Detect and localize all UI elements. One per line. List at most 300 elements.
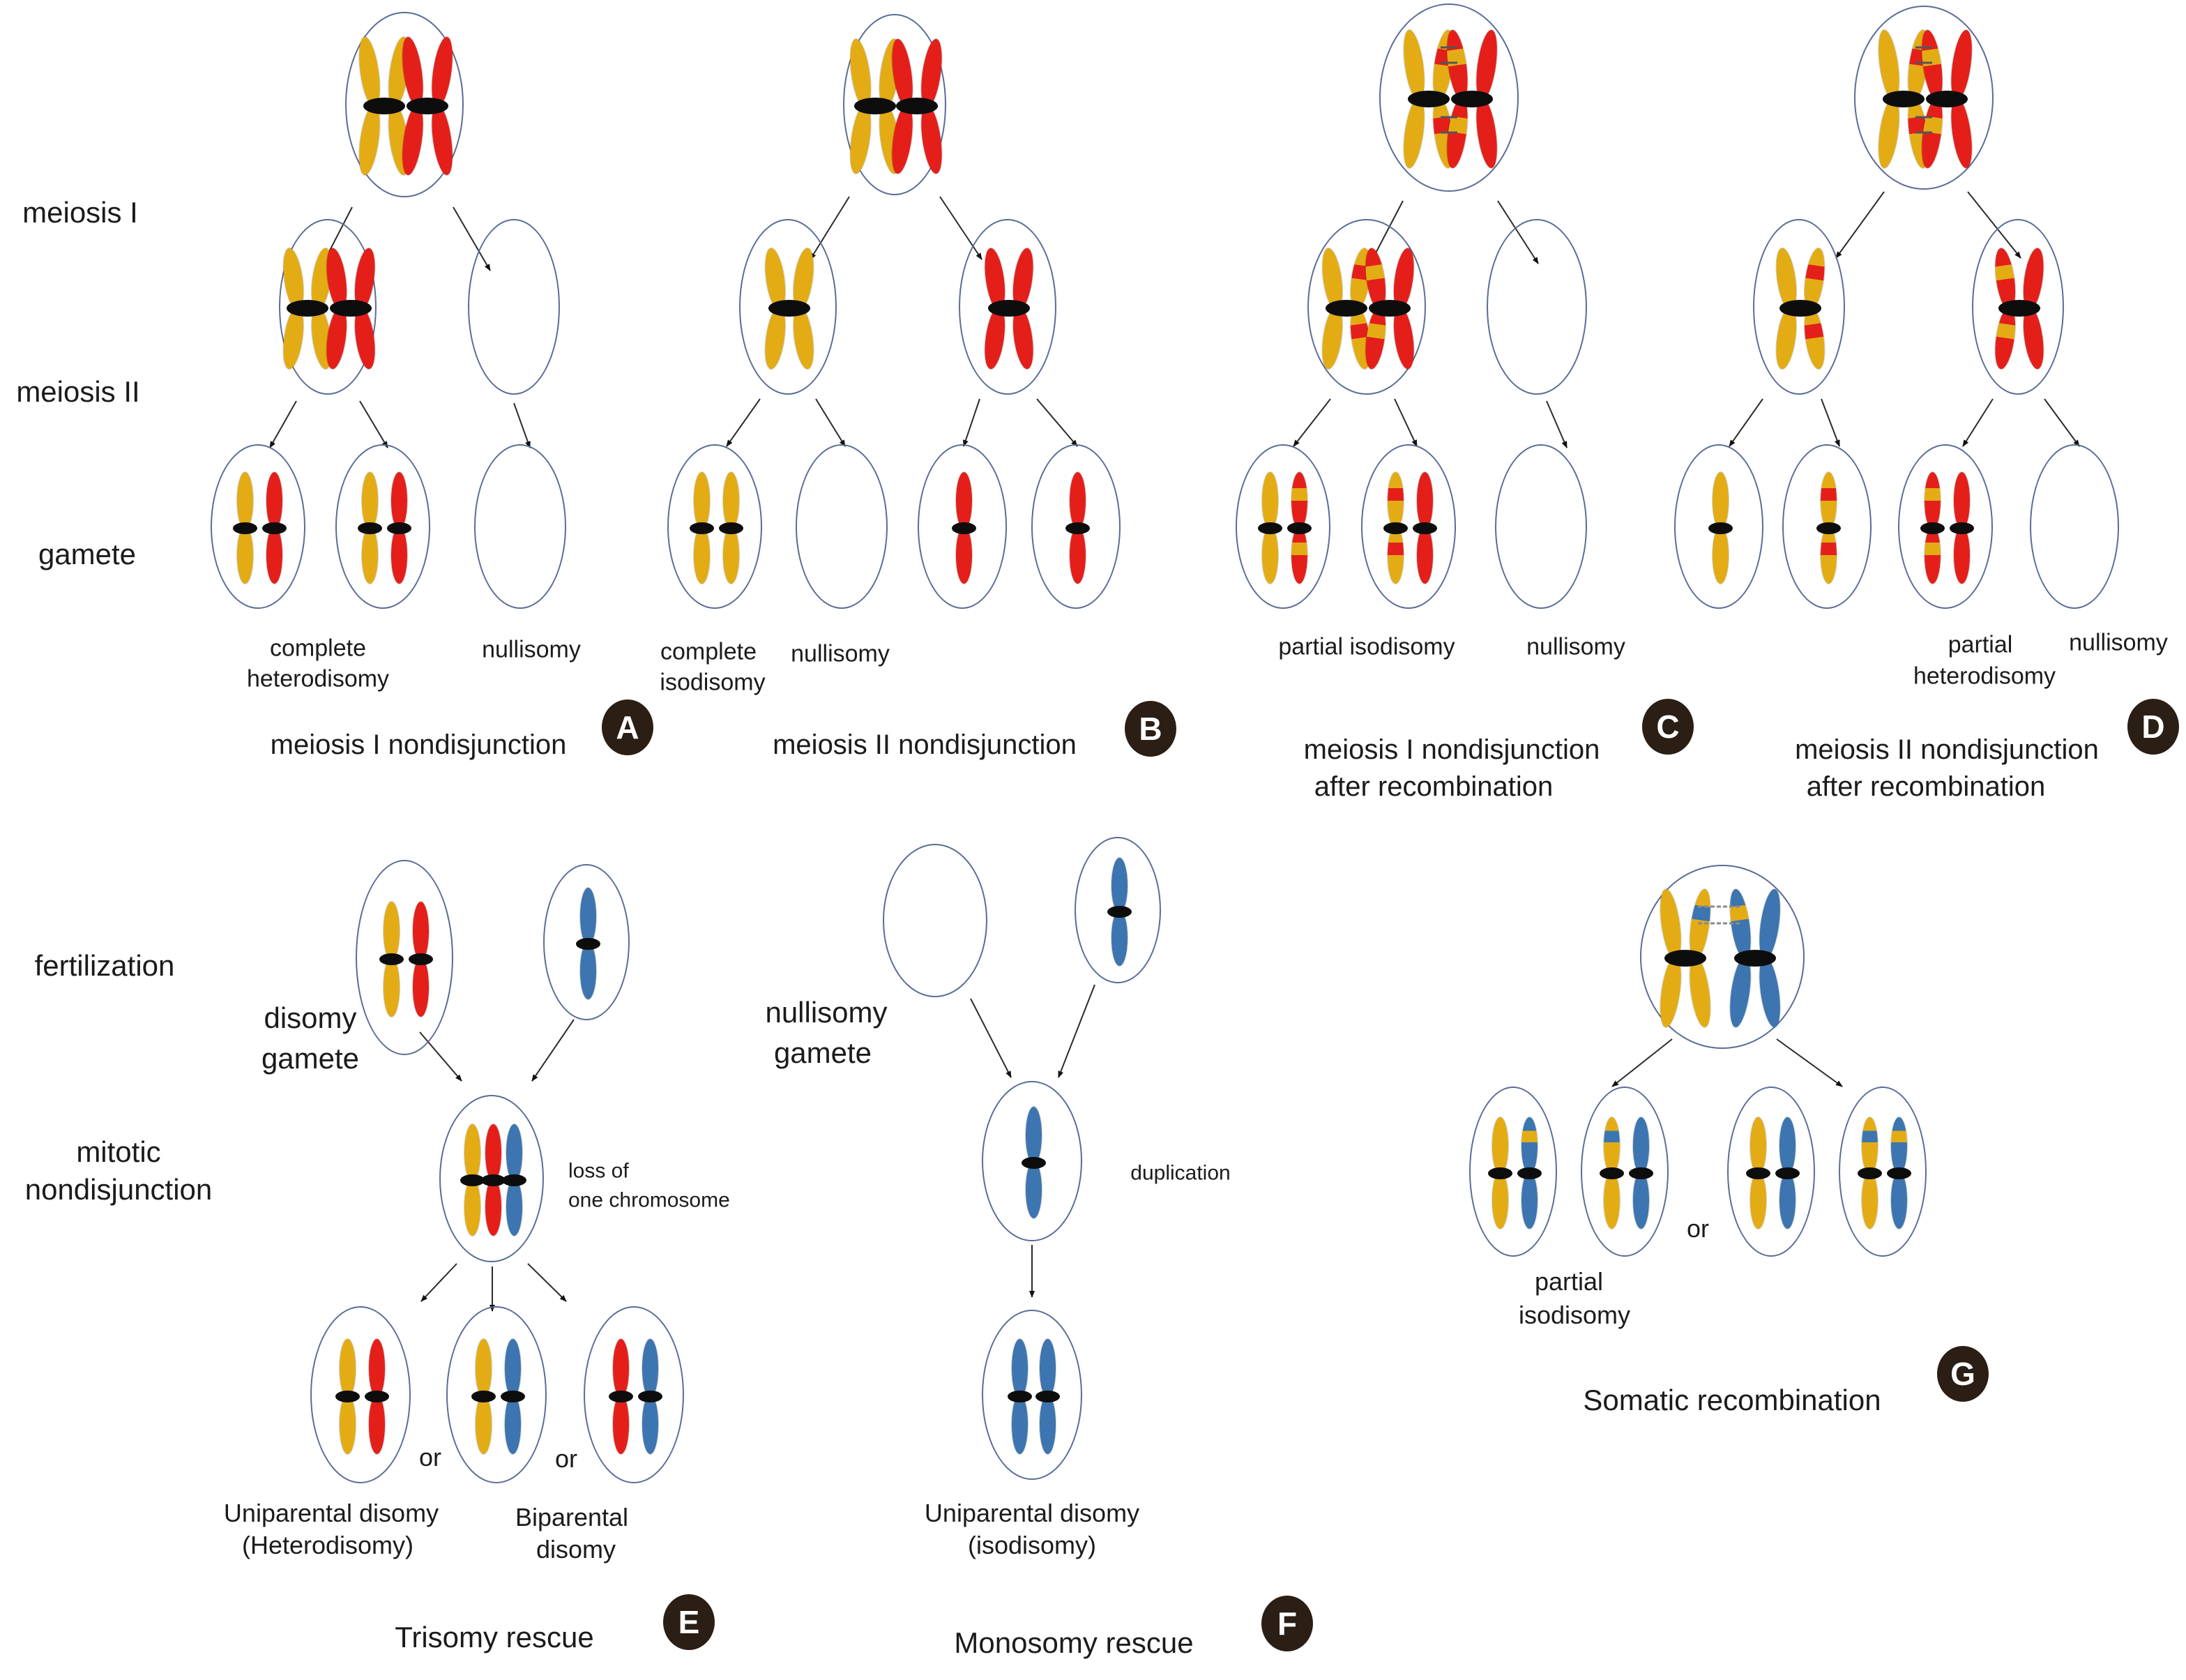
label-b-nullisomy: nullisomy [791,640,890,667]
chromosome-pair [898,38,936,174]
chromosome-single-chromatid [413,902,429,1017]
crossover-tick [1441,62,1457,64]
cell-e-trisomy [439,1095,544,1262]
chromatid-lower-arm [1779,1172,1796,1229]
flow-arrow [528,1264,566,1301]
chromatid-upper-arm [580,888,596,945]
flow-arrow [1963,399,1993,446]
cell-d-g-4 [2030,444,2119,609]
label-a-complete: complete [270,635,366,662]
centromere [330,300,372,317]
label-title-d-2: after recombination [1806,771,2046,802]
chromosome-pair [1453,29,1491,169]
chromatid-upper-arm [266,472,282,529]
panel-badge-f: F [1261,1596,1313,1651]
label-row-nondisjunction: nondisjunction [24,1172,213,1206]
label-title-e: Trisomy rescue [395,1620,594,1653]
cell-c-top [1379,3,1519,192]
label-g-partial: partial [1534,1267,1604,1296]
chromatid-upper-arm [1633,1117,1649,1174]
panel-badge-c: C [1642,699,1694,755]
cell-b-g-2 [796,444,888,609]
label-b-isodisomy: isodisomy [660,669,766,696]
chromatid-lower-arm [384,958,400,1017]
cell-a-g-1 [211,444,305,609]
centromere [1920,522,1945,534]
centromere [1816,522,1841,534]
chromosome-single-chromatid [1925,472,1941,584]
chromosome-single-chromatid [613,1339,629,1454]
chromosome-single-chromatid [956,472,972,584]
chromatid-upper-arm [1891,1117,1907,1174]
chromatid-lower-arm [1012,1395,1028,1454]
chromatid-lower-arm [1713,527,1729,584]
chromatid-lower-arm [1862,1172,1878,1229]
chromatid-lower-arm [1875,96,1903,169]
chromatid-upper-arm [476,1339,492,1398]
chromatid-upper-arm [694,472,710,529]
chromatid-lower-arm [1040,1395,1056,1454]
chromosome-pair [1885,29,1922,169]
centromere [1887,1167,1911,1179]
label-d-nullisomy: nullisomy [2069,629,2168,656]
chromosome-pair [1328,248,1365,370]
cell-f-isodisomy [982,1310,1082,1480]
chromosome-single-chromatid [464,1124,480,1236]
cell-c-g-3 [1495,444,1587,609]
chromatid-lower-arm [340,1395,356,1454]
flow-arrow [1612,1039,1672,1087]
centromere [719,522,743,534]
chromatid-upper-arm [384,902,400,961]
panel-badge-a: A [602,699,653,755]
chromatid-upper-arm [613,1339,629,1398]
chromosome-single-chromatid [362,472,378,584]
label-title-c-2: after recombination [1314,771,1554,802]
chromatid-lower-arm [1473,96,1501,169]
centromere [1858,1167,1882,1179]
label-title-g: Somatic recombination [1583,1383,1881,1416]
chromatid-lower-arm [1633,1172,1649,1229]
chromatid-lower-arm [391,527,407,584]
cell-e-out-2 [446,1306,547,1483]
cell-e-out-1 [310,1306,411,1483]
chromosome-pair [771,248,808,370]
chromatid-lower-arm [266,527,282,584]
chromatid-lower-arm [1925,527,1941,584]
chromatid-upper-arm [1291,472,1307,529]
cell-e-gamete-disomy [356,860,453,1055]
cell-g-out-3 [1727,1087,1815,1257]
centromere [576,938,600,950]
chromatid-lower-arm [1750,1172,1766,1229]
centromere [1107,906,1132,918]
chromatid-lower-arm [356,103,384,176]
cell-d-top [1854,6,1994,190]
chromatid-upper-arm [1713,472,1729,529]
chromatid-upper-arm [506,1124,522,1181]
chromosome-single-chromatid [1713,472,1729,584]
centromere [363,98,405,114]
cell-f-empty [883,844,987,997]
label-e-disomy: disomy [264,1001,357,1034]
centromere [379,953,404,965]
label-d-heterodisomy: heterodisomy [1913,663,2056,690]
centromere [1775,1167,1800,1179]
centromere [1065,522,1090,534]
chromosome-single-chromatid [237,472,253,584]
chromatid-upper-arm [1111,858,1128,914]
chromosome-single-chromatid [391,472,407,584]
chromatid-lower-arm [580,942,596,999]
chromosome-single-chromatid [1492,1117,1508,1229]
cell-c-mi-2 [1487,219,1587,395]
chromosome-single-chromatid [384,902,400,1017]
chromosome-pair [409,36,446,176]
cell-d-mi-2 [1972,219,2064,395]
cell-d-g-2 [1782,444,1872,609]
cell-a-g-2 [335,444,430,609]
chromatid-lower-arm [506,1179,522,1236]
centromere [690,522,714,534]
label-f-upd-2: (isodisomy) [967,1531,1097,1560]
chromatid-upper-arm [956,472,972,529]
chromatid-lower-arm [1262,527,1278,584]
chromosome-pair [2001,248,2038,370]
cell-c-mi-1 [1307,219,1426,395]
chromatid-lower-arm [1026,1161,1042,1218]
cell-a-top [345,12,464,197]
chromatid-upper-arm [413,902,429,961]
chromatid-upper-arm [1388,472,1404,529]
centromere [609,1391,633,1402]
chromatid-upper-arm [723,472,739,529]
centromere [1779,300,1821,317]
chromatid-upper-arm [1604,1117,1620,1174]
cell-c-g-1 [1236,444,1330,609]
centromere [1383,522,1408,534]
chromatid-upper-arm [1262,472,1278,529]
label-title-d-1: meiosis II nondisjunction [1795,734,2099,765]
centromere [854,98,896,114]
centromere [1600,1167,1624,1179]
centromere [1258,522,1282,534]
centromere [387,522,411,534]
label-f-nullisomy: nullisomy [765,995,888,1029]
chromosome-pair [1736,888,1774,1028]
crossover-tick [1441,116,1457,119]
centromere [896,98,938,114]
flow-arrow [727,399,760,446]
cell-b-top [843,14,946,195]
flow-arrow [1821,399,1839,446]
label-e-loss-1: loss of [568,1159,629,1183]
chromosome-pair [1371,248,1409,370]
chromatid-lower-arm [1686,955,1714,1029]
label-b-complete: complete [660,638,757,665]
chromatid-lower-arm [1604,1172,1620,1229]
centromere [502,1174,526,1186]
chromatid-upper-arm [1492,1117,1508,1174]
chromosome-single-chromatid [1779,1117,1796,1229]
centromere [335,1391,360,1402]
crossover-tick [1915,62,1932,64]
chromosome-pair [365,36,403,176]
centromere [952,522,976,534]
chromatid-upper-arm [340,1339,356,1398]
chromatid-upper-arm [1012,1339,1028,1398]
crossover-tick [1915,116,1932,119]
chromatid-lower-arm [476,1395,492,1454]
label-e-bpd-1: Biparental [515,1503,629,1532]
centromere [1950,522,1974,534]
crossover-tick [1915,132,1932,134]
chromatid-lower-arm [1521,1172,1538,1229]
chromosome-single-chromatid [485,1124,501,1236]
centromere [501,1391,525,1402]
chromatid-upper-arm [1070,472,1086,529]
label-f-nullisomy-gamete: gamete [773,1036,872,1069]
label-row-meiosis-2: meiosis II [16,374,140,408]
chromosome-pair [289,248,326,370]
chromosome-pair [1410,29,1448,169]
chromosome-single-chromatid [1633,1117,1649,1229]
chromosome-single-chromatid [1954,472,1970,584]
panel-badge-d: D [2127,699,2179,755]
label-e-bpd-2: disomy [536,1535,616,1564]
chromatid-lower-arm [956,527,972,584]
chromatid-lower-arm [485,1179,501,1236]
centromere [1287,522,1312,534]
label-row-gamete: gamete [38,537,137,570]
flow-arrow [1777,1039,1842,1087]
chromosome-single-chromatid [1521,1117,1538,1229]
chromatid-upper-arm [1821,472,1837,529]
centromere [1326,300,1367,317]
cell-b-g-4 [1031,444,1121,609]
flow-arrow [360,401,388,448]
label-e-upd-1: Uniparental disomy [223,1499,439,1528]
label-f-upd-1: Uniparental disomy [924,1499,1140,1528]
centromere [1451,91,1493,107]
chromatid-upper-arm [1417,472,1433,529]
panel-badge-e: E [663,1594,715,1650]
centromere [1998,300,2040,317]
chromosome-single-chromatid [1040,1339,1056,1454]
chromatid-lower-arm [1948,96,1975,169]
cell-a-g-3 [474,444,566,609]
centromere [1708,522,1733,534]
flow-arrow [2044,399,2079,446]
cell-g-out-4 [1839,1087,1927,1257]
centromere [409,953,433,965]
chromosome-single-chromatid [1388,472,1404,584]
centromere [1517,1167,1542,1179]
chromatid-lower-arm [1891,1172,1907,1229]
centromere [1408,91,1450,107]
chromatid-upper-arm [1925,472,1941,529]
label-row-meiosis-1: meiosis I [22,195,138,229]
centromere [1883,91,1925,107]
chromatid-lower-arm [613,1395,629,1454]
flow-arrow [270,401,296,448]
chromatid-lower-arm [413,958,429,1017]
crossover-tick [1915,47,1932,49]
cell-e-out-3 [584,1306,684,1483]
chromatid-upper-arm [362,472,378,529]
centromere [262,522,287,534]
flow-arrow [1547,401,1567,448]
centromere [1488,1167,1512,1179]
centromere [407,98,448,114]
chromatid-upper-arm [1779,1117,1796,1174]
cell-g-top [1640,865,1805,1049]
chromosome-single-chromatid [340,1339,356,1454]
label-row-mitotic: mitotic [76,1135,161,1168]
chromatid-lower-arm [505,1395,521,1454]
chromatid-upper-arm [642,1339,658,1398]
flow-arrow [1729,399,1763,446]
chromosome-single-chromatid [723,472,739,584]
chromosome-single-chromatid [1262,472,1278,584]
flow-arrow [964,399,980,446]
chromosome-single-chromatid [1291,472,1307,584]
cell-g-out-1 [1469,1087,1557,1257]
label-c-partial-isodisomy: partial isodisomy [1278,633,1455,660]
label-d-partial: partial [1948,631,2013,658]
flow-arrow [816,399,845,446]
centromere [988,300,1030,317]
cell-b-g-1 [667,444,762,609]
flow-arrow [1395,399,1417,446]
panel-badge-g: G [1937,1346,1989,1402]
chromosome-pair [990,248,1028,370]
chromosome-single-chromatid [1417,472,1433,584]
centromere [1734,950,1776,967]
centromere [768,300,810,317]
cell-e-gamete-blue [543,864,630,1020]
label-e-or-2: or [554,1444,578,1474]
chromosome-single-chromatid [1070,472,1086,584]
chromosome-single-chromatid [1862,1117,1878,1229]
chromatid-lower-arm [362,527,378,584]
chromatid-lower-arm [1070,527,1086,584]
label-g-isodisomy: isodisomy [1518,1301,1631,1330]
chromosome-single-chromatid [642,1339,658,1454]
crossover-dashed-line [1698,923,1740,925]
crossover-tick [1441,132,1457,134]
label-e-upd-2: (Heterodisomy) [241,1531,414,1560]
chromatid-lower-arm [464,1179,480,1236]
label-e-disomy-gamete: gamete [261,1041,360,1075]
chromatid-upper-arm [1040,1339,1056,1398]
flow-arrow [532,1020,574,1081]
flow-arrow [1037,399,1077,446]
chromatid-lower-arm [1954,527,1970,584]
centromere [1035,1391,1060,1402]
chromatid-upper-arm [485,1124,501,1181]
chromosome-single-chromatid [1750,1117,1766,1229]
centromere [471,1391,496,1402]
crossover-dashed-line [1698,906,1740,908]
centromere [1746,1167,1770,1179]
chromosome-single-chromatid [580,888,596,999]
chromatid-lower-arm [1400,96,1428,169]
panel-badge-b: B [1125,701,1176,757]
centromere [1022,1157,1046,1169]
chromosome-single-chromatid [369,1339,385,1454]
flow-arrow [971,999,1011,1077]
label-title-c-1: meiosis I nondisjunction [1303,734,1600,765]
cell-d-g-1 [1674,444,1763,609]
label-e-or-1: or [418,1443,442,1472]
cell-b-g-3 [918,444,1007,609]
centromere [1664,950,1706,967]
cell-a-mi-1 [279,219,377,395]
chromatid-lower-arm [1291,527,1307,584]
chromatid-upper-arm [1026,1107,1042,1164]
chromatid-lower-arm [1726,955,1754,1029]
chromatid-lower-arm [1756,955,1784,1029]
chromatid-lower-arm [1492,1172,1508,1229]
cell-d-g-3 [1898,444,1993,609]
cell-f-monosomy [982,1081,1082,1241]
flow-arrow [421,1264,457,1301]
chromatid-lower-arm [1388,527,1404,584]
cell-b-mi-2 [959,219,1056,395]
chromosome-single-chromatid [506,1124,522,1236]
cell-b-mi-1 [739,219,837,395]
chromatid-lower-arm [694,527,710,584]
centromere [1369,300,1411,317]
cell-g-out-2 [1581,1087,1669,1257]
chromosome-pair [1782,248,1819,370]
chromatid-upper-arm [505,1339,521,1398]
label-e-loss-2: one chromosome [568,1188,730,1212]
chromosome-single-chromatid [694,472,710,584]
chromatid-lower-arm [369,1395,385,1454]
label-a-nullisomy: nullisomy [482,636,581,663]
flow-arrow [514,403,530,448]
centromere [1413,522,1437,534]
chromatid-upper-arm [1862,1117,1878,1174]
chromatid-lower-arm [1111,910,1128,966]
centromere [365,1391,389,1402]
chromatid-lower-arm [642,1395,658,1454]
cell-d-mi-1 [1753,219,1845,395]
centromere [287,300,328,317]
centromere [1008,1391,1032,1402]
centromere [1629,1167,1653,1179]
chromosome-single-chromatid [1891,1117,1907,1229]
cell-f-blue [1075,837,1161,983]
label-c-nullisomy: nullisomy [1526,633,1625,660]
label-title-b: meiosis II nondisjunction [773,729,1077,760]
chromatid-lower-arm [428,103,456,176]
chromosome-single-chromatid [1026,1107,1042,1218]
centromere [638,1391,662,1402]
flow-arrow [1836,192,1884,258]
chromatid-upper-arm [464,1124,480,1181]
chromatid-lower-arm [1821,527,1837,584]
chromatid-upper-arm [1954,472,1970,529]
cell-c-g-2 [1361,444,1456,609]
centromere [233,522,257,534]
label-f-duplication: duplication [1130,1161,1231,1185]
chromatid-upper-arm [1521,1117,1538,1174]
chromosome-pair [1928,29,1966,169]
cell-a-mi-2 [468,219,560,395]
